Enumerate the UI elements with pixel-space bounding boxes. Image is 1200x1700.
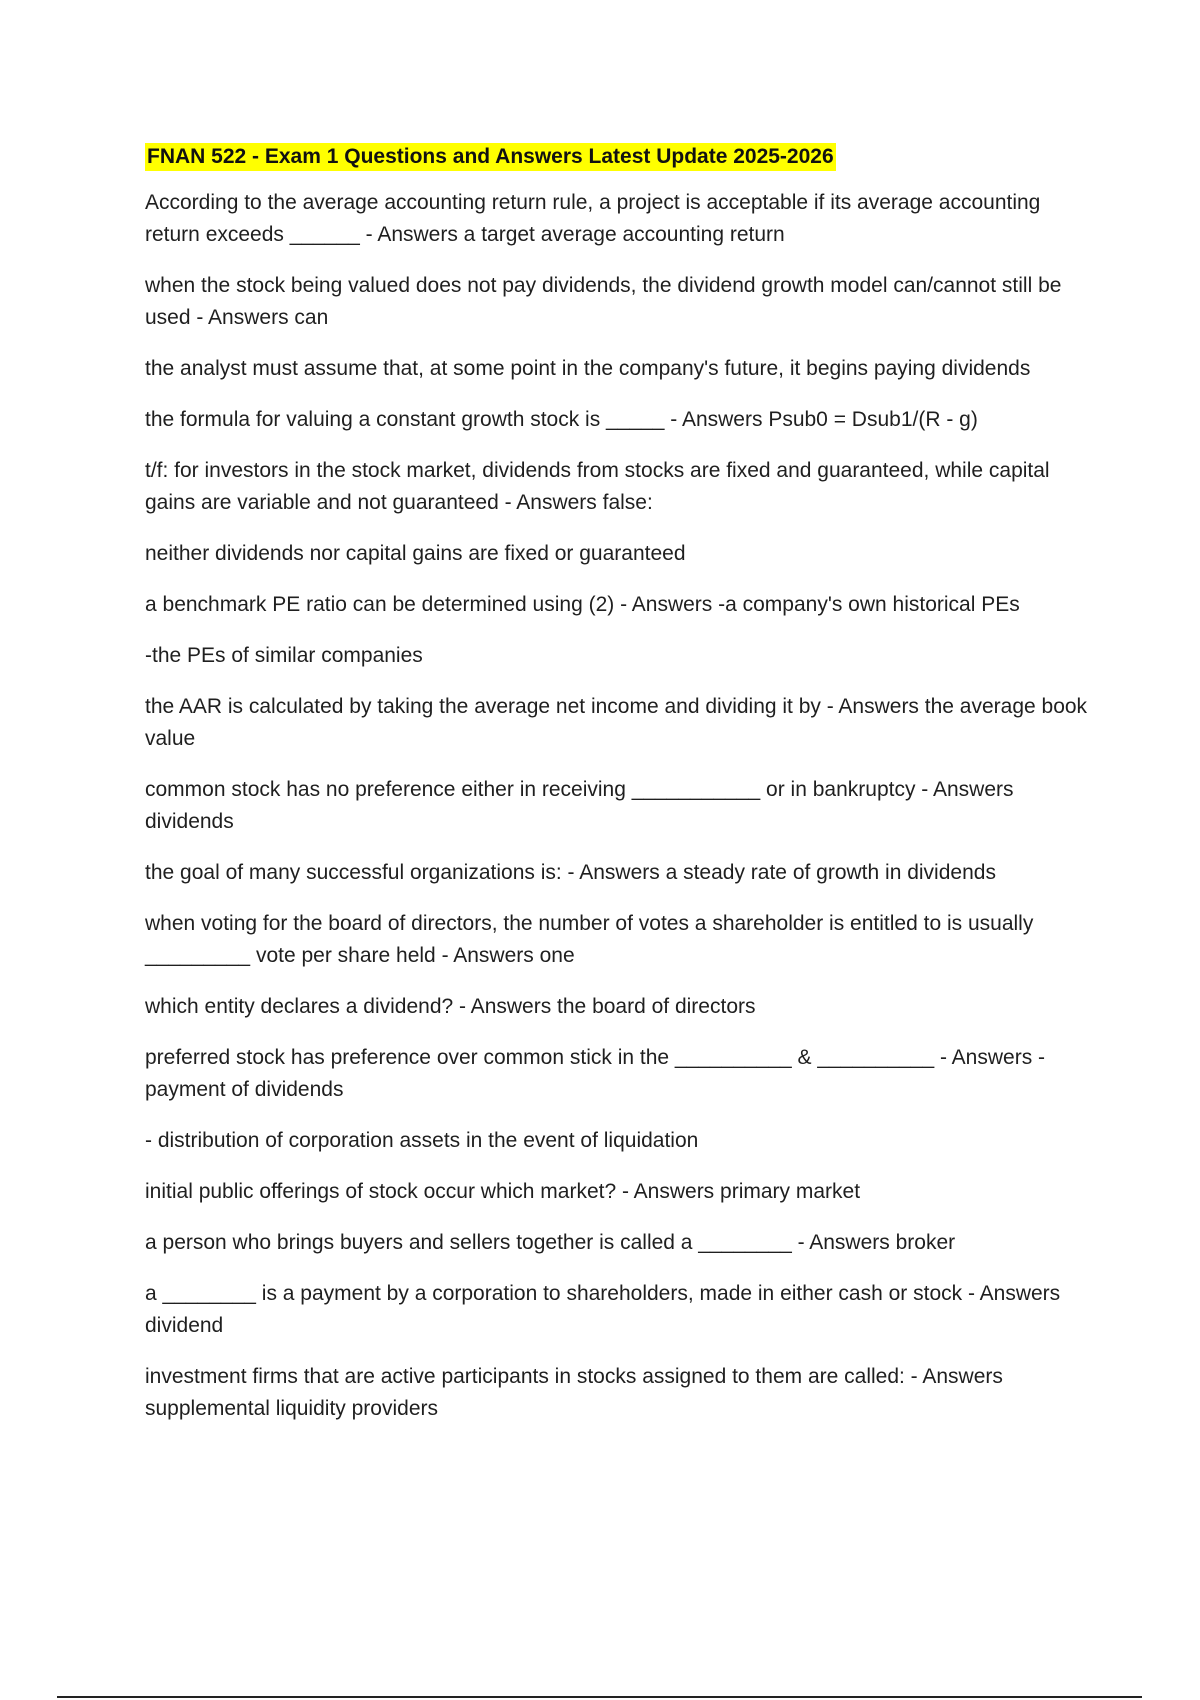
qa-paragraph: the AAR is calculated by taking the average net income and dividing it by - Answers the average book value <box>145 695 1093 750</box>
qa-paragraph: the goal of many successful organizations is: - Answers a steady rate of growth in dividends <box>145 861 996 884</box>
qa-paragraph: which entity declares a dividend? - Answers the board of directors <box>145 995 756 1018</box>
qa-paragraph: a ________ is a payment by a corporation to shareholders, made in either cash or stock - Answers dividend <box>145 1282 1067 1337</box>
qa-paragraph: the formula for valuing a constant growth stock is _____ - Answers Psub0 = Dsub1/(R - g) <box>145 408 978 431</box>
qa-paragraph: -the PEs of similar companies <box>145 644 423 667</box>
qa-paragraph: a person who brings buyers and sellers together is called a ________ - Answers broker <box>145 1231 956 1254</box>
footer-divider <box>57 1696 1142 1698</box>
qa-paragraph: investment firms that are active participants in stocks assigned to them are called: - Answers supplemental liquidity providers <box>145 1365 1009 1420</box>
qa-paragraph: a benchmark PE ratio can be determined using (2) - Answers -a company's own historical PEs <box>145 593 1020 616</box>
qa-paragraph: - distribution of corporation assets in the event of liquidation <box>145 1129 699 1152</box>
qa-paragraph: when the stock being valued does not pay dividends, the dividend growth model can/cannot still be used - Answers can <box>145 274 1068 329</box>
qa-paragraph: initial public offerings of stock occur which market? - Answers primary market <box>145 1180 861 1203</box>
qa-paragraph: the analyst must assume that, at some point in the company's future, it begins paying dividends <box>145 357 1031 380</box>
document-title: FNAN 522 - Exam 1 Questions and Answers Latest Update 2025-2026 <box>145 143 836 171</box>
qa-paragraph: when voting for the board of directors, the number of votes a shareholder is entitled to is usually _________ vote per share held - Answers one <box>145 912 1040 967</box>
document-body <box>145 143 1095 1444</box>
qa-paragraph: neither dividends nor capital gains are fixed or guaranteed <box>145 542 686 565</box>
qa-paragraph: According to the average accounting return rule, a project is acceptable if its average accounting return exceeds ______ - Answers a target average accounting return <box>145 191 1047 246</box>
qa-paragraph: preferred stock has preference over common stick in the __________ & __________ - Answers - payment of dividends <box>145 1046 1051 1101</box>
qa-paragraph: t/f: for investors in the stock market, dividends from stocks are fixed and guaranteed, while capital gains are variable and not guaranteed - Answers false: <box>145 459 1056 514</box>
qa-paragraph: common stock has no preference either in receiving ___________ or in bankruptcy - Answers dividends <box>145 778 1020 833</box>
